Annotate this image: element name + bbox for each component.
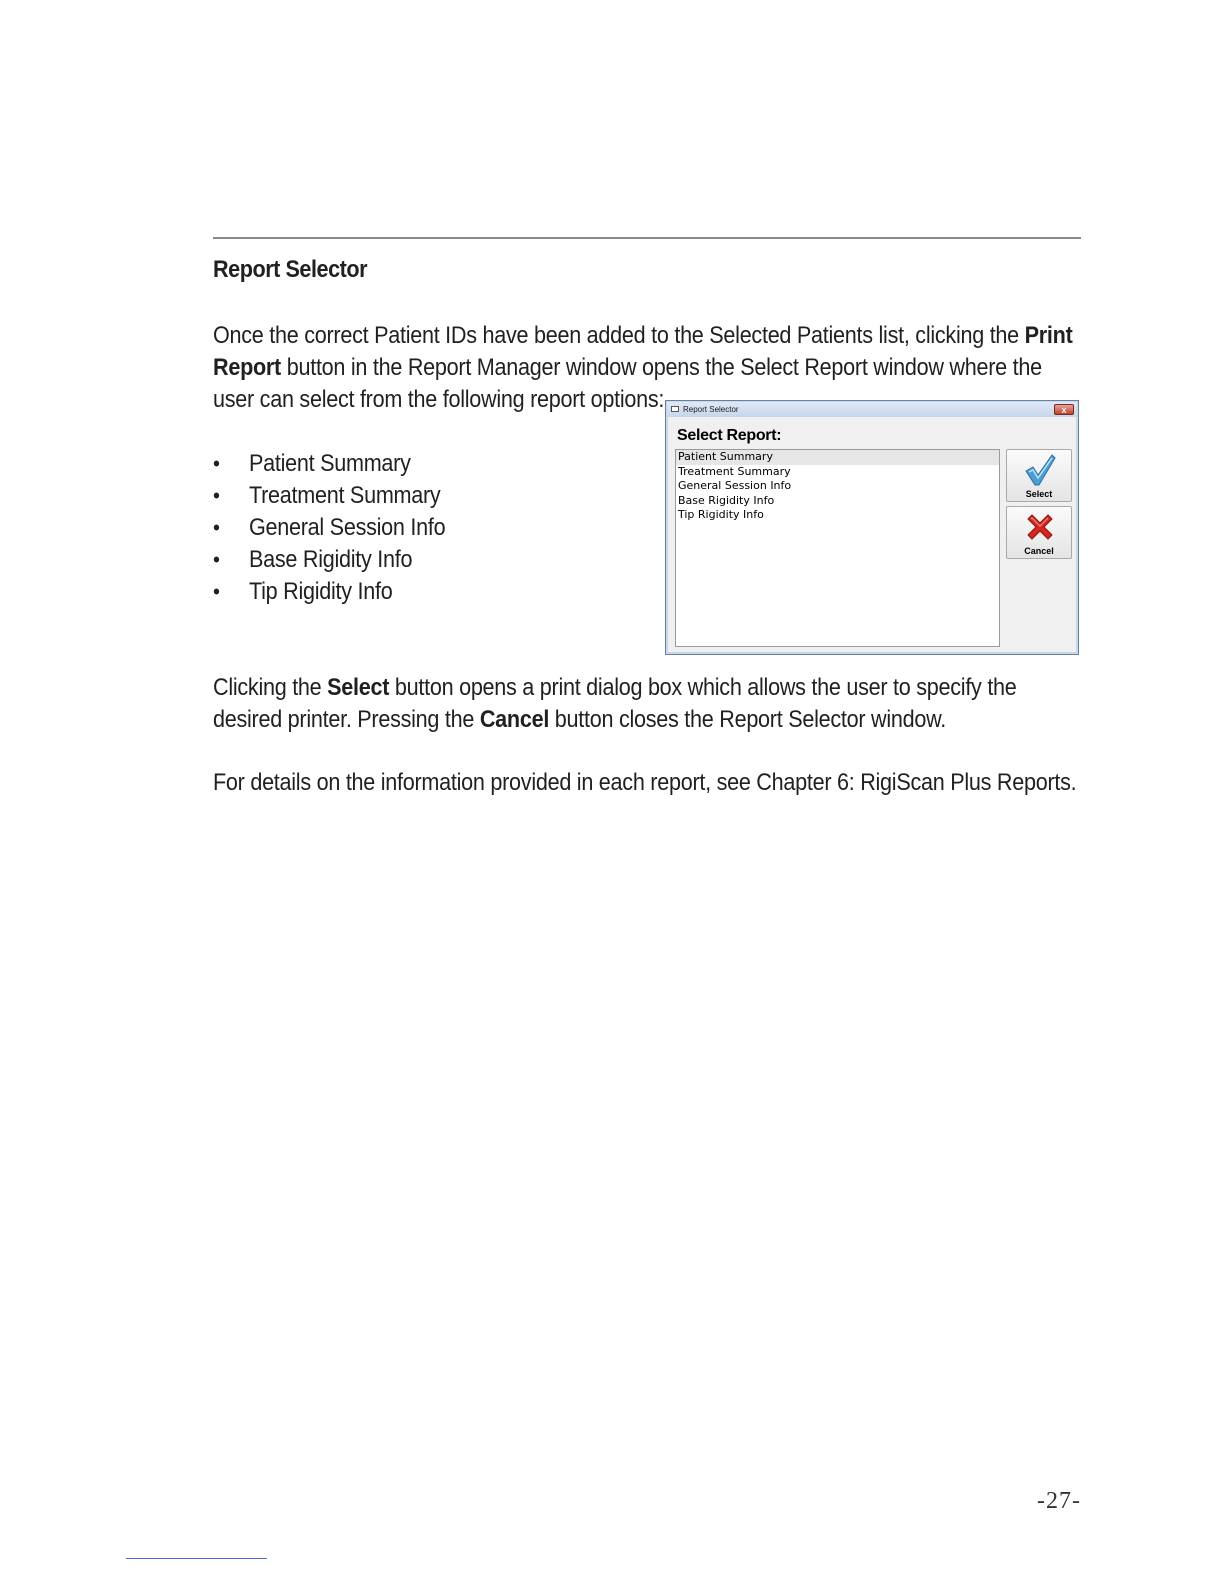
list-item-text: Base Rigidity Info (249, 546, 413, 573)
bullet-icon: • (213, 579, 220, 604)
intro-text-a: Once the correct Patient IDs have been added to the Selected Patients list, clicking the (213, 322, 1025, 349)
section-heading: Report Selector (213, 256, 368, 283)
section-divider (213, 237, 1081, 239)
cancel-button[interactable] (1006, 506, 1072, 559)
list-item (213, 480, 445, 512)
intro-text-b: button in the Report Manager window opens the Select Report window where the user can select from the following report options: (213, 354, 1042, 413)
list-item[interactable]: Patient Summary (676, 450, 999, 465)
window-icon (671, 406, 679, 412)
buttons-paragraph (213, 672, 1077, 736)
list-item (213, 544, 445, 576)
report-options-list (213, 448, 471, 608)
list-item-text: General Session Info (249, 514, 446, 541)
list-item[interactable]: Base Rigidity Info (678, 493, 775, 507)
cancel-term: Cancel (479, 706, 550, 733)
cancel-button-label: Cancel (1024, 546, 1054, 556)
bullet-icon: • (213, 547, 220, 572)
checkmark-icon (1023, 453, 1057, 487)
red-x-icon (1023, 510, 1057, 544)
report-listbox[interactable] (675, 449, 1000, 647)
select-button-label: Select (1025, 489, 1053, 499)
list-item[interactable]: General Session Info (678, 479, 792, 492)
report-selector-dialog (665, 400, 1079, 655)
bullet-icon: • (213, 483, 220, 508)
list-item (213, 512, 445, 544)
footer-link-line (126, 1558, 267, 1559)
select-button[interactable] (1006, 449, 1072, 502)
close-button[interactable]: x (1054, 404, 1074, 415)
details-paragraph: For details on the information provided in each report, see Chapter 6: RigiScan Plus Reports. (213, 769, 1077, 796)
buttons-text-a: Clicking the (213, 674, 328, 701)
bullet-icon: • (213, 515, 220, 540)
list-item[interactable]: Tip Rigidity Info (678, 508, 764, 521)
buttons-text-b: button opens a print dialog box which allows the user to specify the desired printer. Pressing the (213, 674, 1017, 733)
print-report-term: Print Report (213, 322, 1073, 381)
list-item-text: Tip Rigidity Info (249, 578, 393, 605)
dialog-title: Report Selector (683, 405, 739, 414)
bullet-icon: • (213, 451, 220, 476)
list-item (213, 576, 445, 608)
list-item-text: Patient Summary (249, 450, 411, 477)
list-item-text: Treatment Summary (249, 482, 441, 509)
page-number: -27- (1037, 1488, 1081, 1514)
list-item (213, 448, 445, 480)
dialog-titlebar[interactable] (667, 402, 1077, 417)
list-item[interactable]: Treatment Summary (678, 464, 791, 478)
select-report-label: Select Report: (677, 427, 782, 444)
buttons-text-c: button closes the Report Selector window. (549, 706, 946, 733)
select-term: Select (327, 674, 390, 701)
